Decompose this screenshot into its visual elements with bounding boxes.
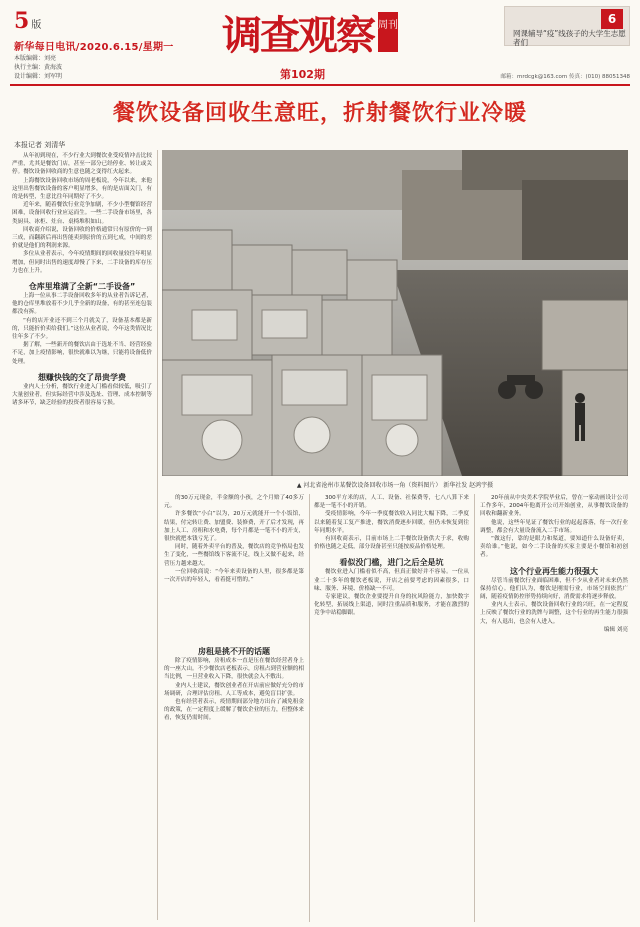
paragraph: 餐饮业进入门槛看似不高，但真正做好并不容易。一位从业二十多年的餐饮老板说，开店之前要考虑的因素很多，口味、服务、环境、价格缺一不可。 [314, 569, 469, 592]
teaser-headline: 网课辅导“疫”线孩子的大学生志愿者们 [513, 29, 626, 47]
paragraph: 他说，这些年见证了餐饮行业的起起落落，每一次行业调整，都会有大量设备流入二手市场。 [480, 519, 628, 534]
paragraph: 同时，随着外卖平台的普及，餐饮店的竞争格局也发生了变化，一些餐馆线下客流不足，线上又做不起来，经营压力越来越大。 [164, 544, 304, 567]
issue-number: 第102期 [280, 68, 325, 81]
editor-line: 设计编辑：刘军明 [14, 73, 63, 80]
paragraph: 除了疫情影响，房租成本一直是压在餐饮经营者身上的一座大山。不少餐饮店老板表示，房租占到营业额的相当比例，一旦营业收入下降，很快就会入不敷出。 [164, 658, 304, 681]
paper-date-line: 新华每日电讯/2020.6.15/星期一 [14, 42, 174, 53]
editor-credits [14, 54, 62, 81]
column-2-lower [164, 640, 304, 922]
editor-line: 执行主编：黄海波 [14, 64, 63, 71]
paragraph: 受疫情影响，今年一季度餐饮收入同比大幅下降，二季度以来随着复工复产推进，餐饮消费逐步回暖，但仍未恢复到往年同期水平。 [314, 511, 469, 534]
teaser-page-number: 6 [601, 9, 623, 29]
column-3 [314, 494, 469, 922]
paragraph: 的30万元现金，半金额的小孩，之个月赔了40多万元。 [164, 495, 304, 510]
paragraph: 多位从业者表示，今年疫情期间的回收量较往年明显增加，但同时出售的速度却慢了下来，二手设备的库存压力也在上升。 [12, 251, 152, 274]
paragraph: 尽管当前餐饮行业面临困难，但不少从业者对未来仍然保持信心。他们认为，餐饮是刚需行业，市场空间依然广阔，随着疫情防控形势持续向好，消费需求将逐步释放。 [480, 577, 628, 601]
section-logo-text: 调查观察 [222, 12, 374, 59]
contact-info: 邮箱：mrdcgk@163.com 传真：(010) 88051348 [500, 74, 630, 80]
column-divider [474, 494, 475, 922]
subheading: 这个行业再生能力很强大 [510, 566, 598, 576]
paragraph: 一位回收商说：“今年来卖设备的人里，很多都是第一次开店的年轻人，看着挺可惜的。” [164, 568, 304, 584]
section-logo-tag: 周刊 [378, 12, 398, 52]
paragraph: 从年初到现在，不少行业大到餐饮业受疫情冲击比较严重，尤其是餐饮门店，甚至一部分已经停业、转让或关停。餐饮设备回收商的生意也随之变得红火起来。 [12, 153, 152, 176]
paragraph: 近年来，随着餐饮行业竞争加剧，不少小型餐馆经营困难，设备回收行业应运而生。一些二手设备市场里，各类厨具、冰柜、灶台、桌椅堆积如山。 [12, 202, 152, 225]
editor-line: 本版编辑：刘亮 [14, 55, 57, 62]
paragraph: 有回收商表示，目前市场上二手餐饮设备供大于求，收购价格也随之走低，部分设备甚至只能按废品价格处理。 [314, 536, 469, 551]
market-photo [162, 150, 628, 476]
page-number: 5 版 [14, 8, 42, 34]
subheading: 房租是挑不开的话题 [198, 647, 270, 656]
paragraph: 上海餐饮设备回收市场的周老板说，今年以来，来他这里出售餐饮设备的客户明显增多，有的是店面关门，有的是转型，生意比往年同期好了不少。 [12, 177, 152, 201]
paragraph: 专家建议，餐饮企业要提升自身的抗风险能力，加快数字化转型，拓展线上渠道，同时注重品质和服务，才能在激烈的竞争中站稳脚跟。 [314, 594, 469, 617]
next-page-teaser[interactable] [504, 6, 630, 46]
photo-illustration [162, 150, 628, 476]
paragraph: “有的店开业还不到三个月就关了，设备基本都是新的，只能折价卖给我们。”这位从业者说，今年这类情况比往年多了不少。 [12, 317, 152, 341]
paragraph: 许多餐饮“小白”以为，20万元就能开一个小饭馆，结果，付完转让费、加盟费、装修费，开了后才发现，再加上人工、房租和水电费，每个月都是一笔不小的开支，很快就把本钱亏光了。 [164, 511, 304, 543]
column-divider [157, 150, 158, 920]
paragraph: 回收商介绍说，设备回收的价格通常只有原价的一到三成，而翻新后再出售能卖到原价的五到七成，中间的差价就是他们的利润来源。 [12, 226, 152, 250]
editor-signoff: 编辑 刘亮 [603, 626, 628, 633]
masthead [0, 0, 640, 92]
paragraph: 据了解，一些新开的餐饮店由于选址不当、经营经验不足，加上疫情影响，很快就难以为继，只能将设备低价处理。 [12, 342, 152, 365]
paragraph: 也有经营者表示，疫情期间部分地方出台了减免租金的政策，在一定程度上缓解了餐饮企业的压力，但整体来看，恢复仍需时间。 [164, 699, 304, 722]
article-headline: 餐饮设备回收生意旺，折射餐饮行业冷暖 [112, 101, 527, 126]
paragraph: 20年前从中央美术学院毕业后，曾在一家动画设计公司工作多年，2004年他离开公司开始创业，从事餐饮设备的回收和翻新业务。 [480, 495, 628, 518]
paragraph: 300平方米的店，人工、设备、社保费等，七八八算下来都是一笔不小的开销。 [314, 495, 469, 510]
column-4 [480, 494, 628, 922]
column-divider [309, 494, 310, 922]
photo-caption: ▲ 河北省沧州市某餐饮设备回收市场一角（资料图片） 新华社发 赵鸿宇摄 [296, 482, 494, 489]
masthead-rule [10, 84, 630, 86]
paragraph: 业内人士建议，餐饮创业者在开店前应做好充分的市场调研，合理评估房租、人工等成本，避免盲目扩张。 [164, 682, 304, 697]
byline: 本报记者 刘清华 [14, 141, 66, 149]
paragraph: 业内人士表示，餐饮设备回收行业的兴旺，在一定程度上反映了餐饮行业的洗牌与调整，这个行业的再生能力很强大，有人退出，也会有人进入。 [480, 602, 628, 625]
subheading: 看似没门槛，进门之后全是坑 [339, 558, 444, 568]
section-logo [222, 6, 398, 58]
subheading: 仓库里堆满了全新“二手设备” [28, 282, 136, 292]
paragraph: 上海一位从事二手设备回收多年的从业者告诉记者，他的仓库里堆放着不少几乎全新的设备，有的甚至连包装都没有拆。 [12, 293, 152, 316]
subheading: 想赚快钱的交了昂贵学费 [38, 372, 126, 382]
paragraph: “做这行，靠的是眼力和渠道，要知道什么设备好卖，卖给谁。”他说，如今二手设备的买家主要是小餐馆和初创者。 [480, 536, 628, 559]
column-1 [12, 152, 152, 922]
paragraph: 业内人士分析，餐饮行业进入门槛看似较低，吸引了大量创业者，但实际经营中涉及选址、管理、成本控制等诸多环节，缺乏经验的投资者很容易亏损。 [12, 383, 152, 407]
